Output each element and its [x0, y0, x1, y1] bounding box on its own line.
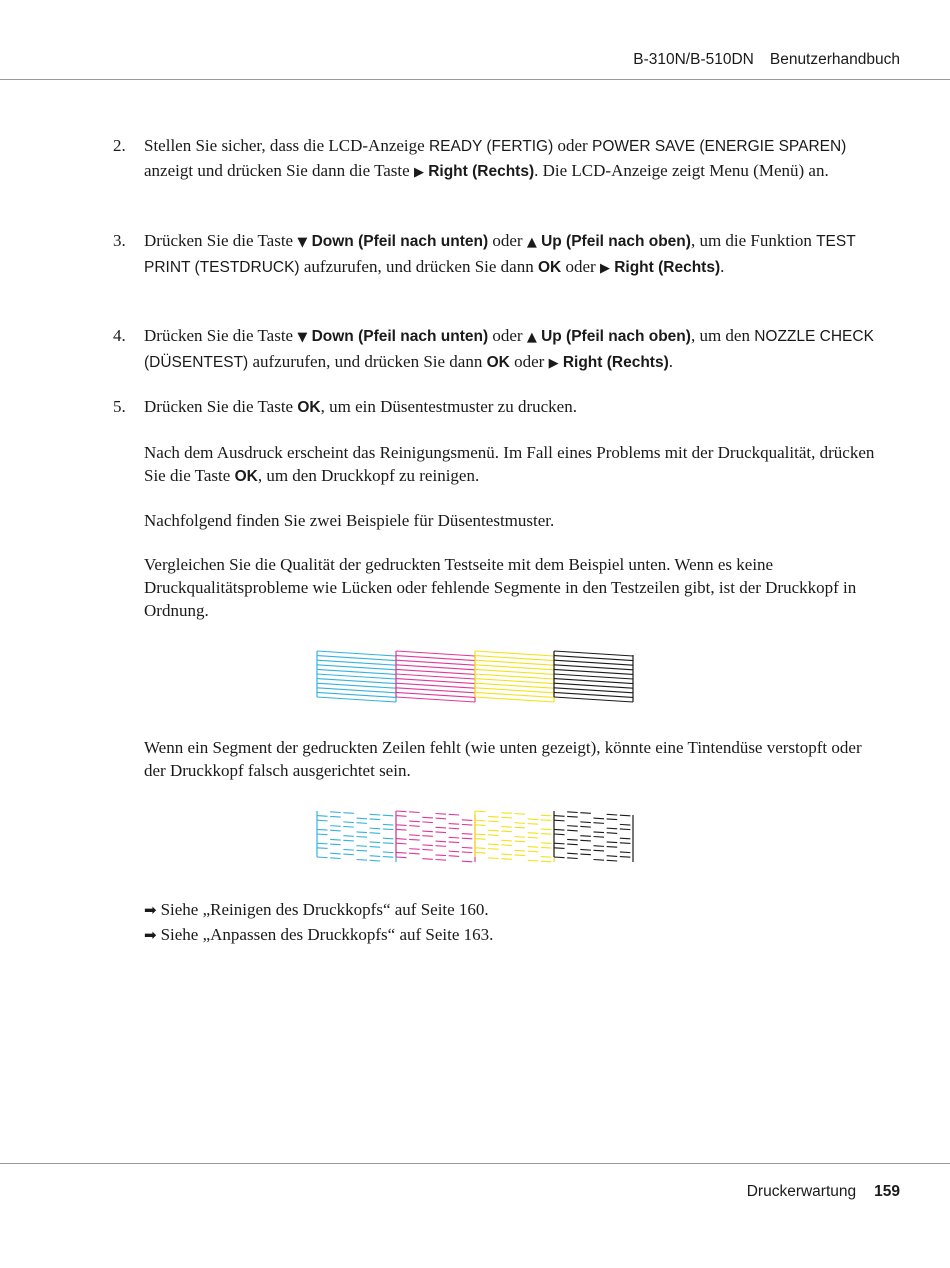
- nozzle-block-yellow: [475, 651, 554, 702]
- xref-text[interactable]: Siehe „Anpassen des Druckkopfs“ auf Seite 163.: [160, 925, 494, 944]
- nozzle-block-magenta: [396, 811, 475, 862]
- key-right: Right (Rechts): [428, 162, 535, 180]
- header-title: Benutzerhandbuch: [769, 51, 900, 68]
- nozzle-pattern-missing: [316, 810, 638, 864]
- page-number: 159: [874, 1183, 900, 1200]
- right-triangle-icon: ▶: [548, 355, 559, 371]
- step-number: 2.: [113, 136, 126, 155]
- header-model: B-310N/B-510DN: [633, 51, 754, 68]
- key-down: Down (Pfeil nach unten): [311, 233, 489, 250]
- page-header: [0, 0, 950, 80]
- nozzle-block-black: [554, 811, 633, 862]
- key-right: Right (Rechts): [562, 353, 669, 371]
- step-number: 3.: [113, 231, 126, 250]
- up-triangle-icon: ▲: [526, 330, 537, 345]
- paragraph-compare: Vergleichen Sie die Qualität der gedruckten Testseite mit dem Beispiel unten. Wenn es keine Druckqualitätsprobleme wie Lücken oder fehlende Segmente in den Testzeilen gibt, ist der Druckkopf in Ordnung.: [144, 555, 857, 620]
- nozzle-pattern-good: [316, 650, 638, 704]
- header-rule: [0, 79, 950, 80]
- footer-rule: [0, 1163, 950, 1164]
- nozzle-block-cyan: [317, 811, 396, 862]
- nozzle-block-cyan: [317, 651, 396, 702]
- step-text: Drücken Sie die Taste ▼ Down (Pfeil nach unten) oder ▲ Up (Pfeil nach oben), um die Funktion TEST PRINT (TESTDRUCK) aufzurufen, und drücken Sie dann OK oder ▶ Right (Rechts).: [144, 231, 856, 276]
- lcd-ready: READY (FERTIG): [428, 138, 554, 155]
- paragraph-cleaning-menu: Nach dem Ausdruck erscheint das Reinigungsmenü. Im Fall eines Problems mit der Druckqualität, drücken Sie die Taste OK, um den Druckkopf zu reinigen.: [144, 443, 875, 485]
- key-ok: OK: [486, 353, 510, 371]
- step-text: Stellen Sie sicher, dass die LCD-Anzeige READY (FERTIG) oder POWER SAVE (ENERGIE SPAREN) anzeigt und drücken Sie dann die Taste ▶ Right (Rechts). Die LCD-Anzeige zeigt Menu (Menü) an.: [144, 136, 847, 180]
- paragraph-examples: Nachfolgend finden Sie zwei Beispiele für Düsentestmuster.: [144, 511, 555, 530]
- xref-alignment[interactable]: [144, 923, 493, 947]
- nozzle-block-yellow: [475, 811, 554, 862]
- paragraph-missing-segment: Wenn ein Segment der gedruckten Zeilen fehlt (wie unten gezeigt), könnte eine Tintendüse verstopft oder der Druckkopf falsch ausgerichtet sein.: [144, 738, 862, 780]
- right-triangle-icon: ▶: [599, 260, 610, 276]
- header-text: [633, 51, 900, 69]
- step-text: Drücken Sie die Taste ▼ Down (Pfeil nach unten) oder ▲ Up (Pfeil nach oben), um den NOZZLE CHECK (DÜSENTEST) aufzurufen, und drücken Sie dann OK oder ▶ Right (Rechts).: [144, 326, 874, 371]
- right-triangle-icon: ▶: [413, 164, 424, 180]
- up-triangle-icon: ▲: [526, 235, 537, 250]
- step-text: Drücken Sie die Taste OK, um ein Düsentestmuster zu drucken.: [144, 397, 577, 416]
- step-number: 4.: [113, 326, 126, 345]
- key-up: Up (Pfeil nach oben): [541, 328, 691, 345]
- lcd-nozzle-check: NOZZLE CHECK (DÜSENTEST): [144, 328, 874, 371]
- nozzle-block-magenta: [396, 651, 475, 702]
- lcd-test-print: TEST PRINT (TESTDRUCK): [144, 233, 856, 276]
- key-right: Right (Rechts): [614, 258, 721, 276]
- xref-cleaning[interactable]: [144, 898, 489, 922]
- xref-text[interactable]: Siehe „Reinigen des Druckkopfs“ auf Seite 160.: [160, 900, 489, 919]
- nozzle-block-black: [554, 651, 633, 702]
- step-number: 5.: [113, 397, 126, 416]
- lcd-power-save: POWER SAVE (ENERGIE SPAREN): [591, 138, 847, 155]
- key-up: Up (Pfeil nach oben): [541, 233, 691, 250]
- key-ok: OK: [234, 468, 258, 485]
- key-ok: OK: [297, 399, 321, 416]
- down-triangle-icon: ▼: [297, 235, 308, 250]
- arrow-right-icon: ➡: [144, 926, 157, 944]
- down-triangle-icon: ▼: [297, 330, 308, 345]
- footer-section: Druckerwartung: [746, 1183, 857, 1200]
- page-footer: [747, 1183, 900, 1201]
- key-down: Down (Pfeil nach unten): [311, 328, 489, 345]
- key-ok: OK: [537, 258, 562, 276]
- arrow-right-icon: ➡: [144, 901, 157, 919]
